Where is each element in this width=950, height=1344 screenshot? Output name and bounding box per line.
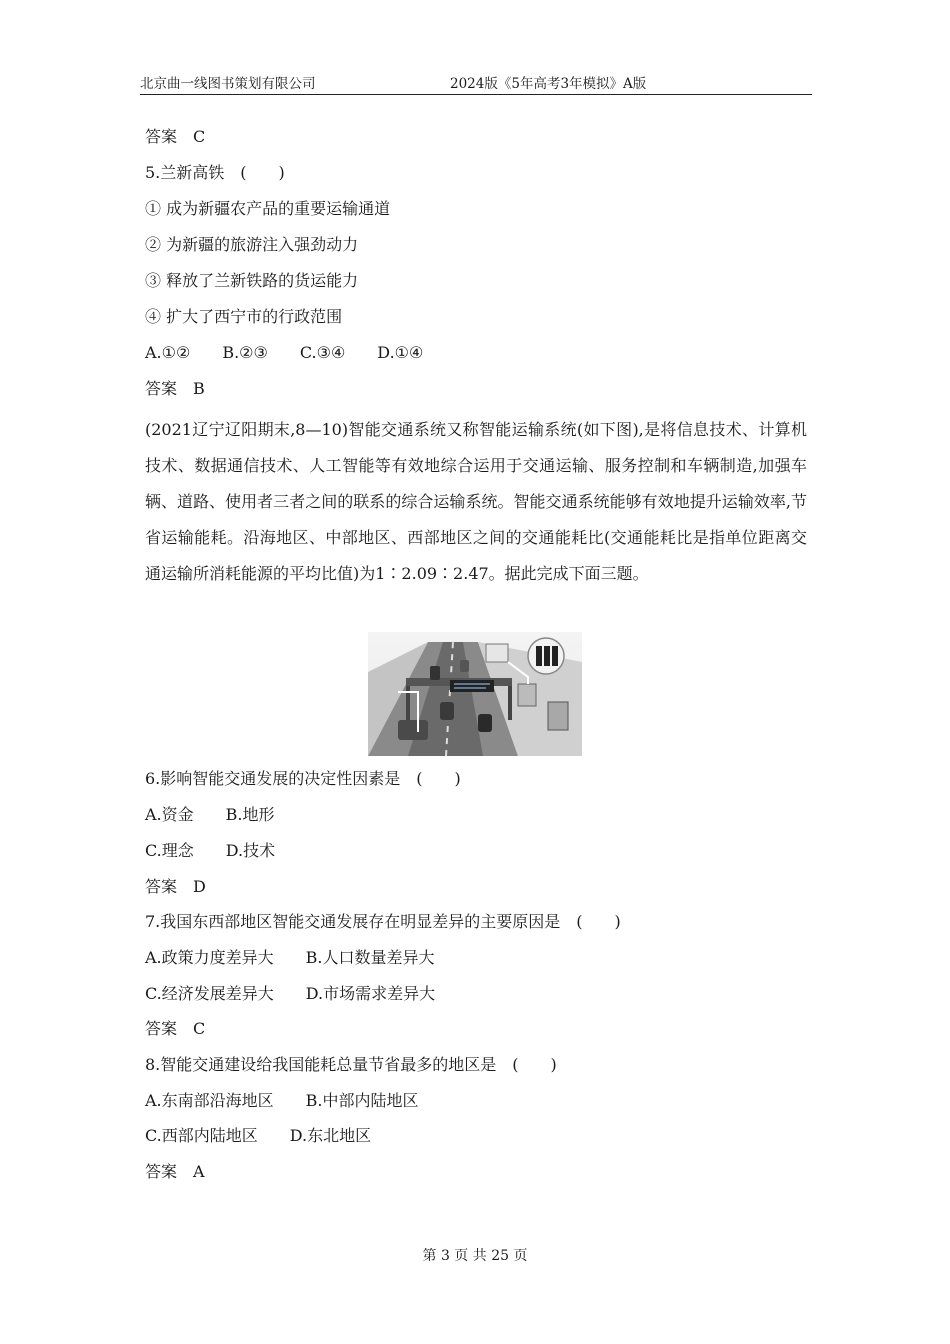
q5-item-1: ① 成为新疆农产品的重要运输通道 bbox=[145, 199, 391, 218]
q5-answer: 答案 B bbox=[145, 379, 205, 398]
q8-options-row2: C.西部内陆地区 D.东北地区 bbox=[145, 1126, 372, 1145]
q5-options: A.①② B.②③ C.③④ D.①④ bbox=[145, 343, 424, 362]
q4-answer: 答案 C bbox=[145, 127, 206, 146]
q8-stem: 8.智能交通建设给我国能耗总量节省最多的地区是 ( ) bbox=[145, 1055, 557, 1074]
q7-answer: 答案 C bbox=[145, 1019, 206, 1038]
q7-options-row2: C.经济发展差异大 D.市场需求差异大 bbox=[145, 984, 436, 1003]
q5-item-2: ② 为新疆的旅游注入强劲动力 bbox=[145, 235, 359, 254]
q8-options-row1: A.东南部沿海地区 B.中部内陆地区 bbox=[145, 1091, 419, 1110]
intro-passage: (2021辽宁辽阳期末,8—10)智能交通系统又称智能运输系统(如下图),是将信息技术、计算机技术、数据通信技术、人工智能等有效地综合运用于交通运输、服务控制和车辆制造,加强车辆、道路、使用者三者之间的联系的综合运输系统。智能交通系统能够有效地提升运输效率,节省运输能耗。沿海地区、中部地区、西部地区之间的交通能耗比(交通能耗比是指单位距离交通运输所消耗能源的平均比值)为1∶2.09∶2.47。据此完成下面三题。 bbox=[145, 420, 807, 583]
q6-answer: 答案 D bbox=[145, 877, 206, 896]
q6-options-row1: A.资金 B.地形 bbox=[145, 805, 275, 824]
q5-item-4: ④ 扩大了西宁市的行政范围 bbox=[145, 307, 343, 326]
page-number: 第 3 页 共 25 页 bbox=[422, 1248, 528, 1264]
q7-options-row1: A.政策力度差异大 B.人口数量差异大 bbox=[145, 948, 435, 967]
q6-options-row2: C.理念 D.技术 bbox=[145, 841, 276, 860]
q8-answer: 答案 A bbox=[145, 1162, 205, 1181]
intelligent-transport-illustration bbox=[368, 632, 582, 756]
book-title: 2024版《5年高考3年模拟》A版 bbox=[450, 76, 647, 92]
q7-stem: 7.我国东西部地区智能交通发展存在明显差异的主要原因是 ( ) bbox=[145, 912, 621, 931]
publisher-name: 北京曲一线图书策划有限公司 bbox=[140, 76, 316, 92]
q5-stem: 5.兰新高铁 ( ) bbox=[145, 163, 285, 182]
q6-stem: 6.影响智能交通发展的决定性因素是 ( ) bbox=[145, 769, 461, 788]
q5-item-3: ③ 释放了兰新铁路的货运能力 bbox=[145, 271, 359, 290]
page-header bbox=[140, 72, 812, 95]
